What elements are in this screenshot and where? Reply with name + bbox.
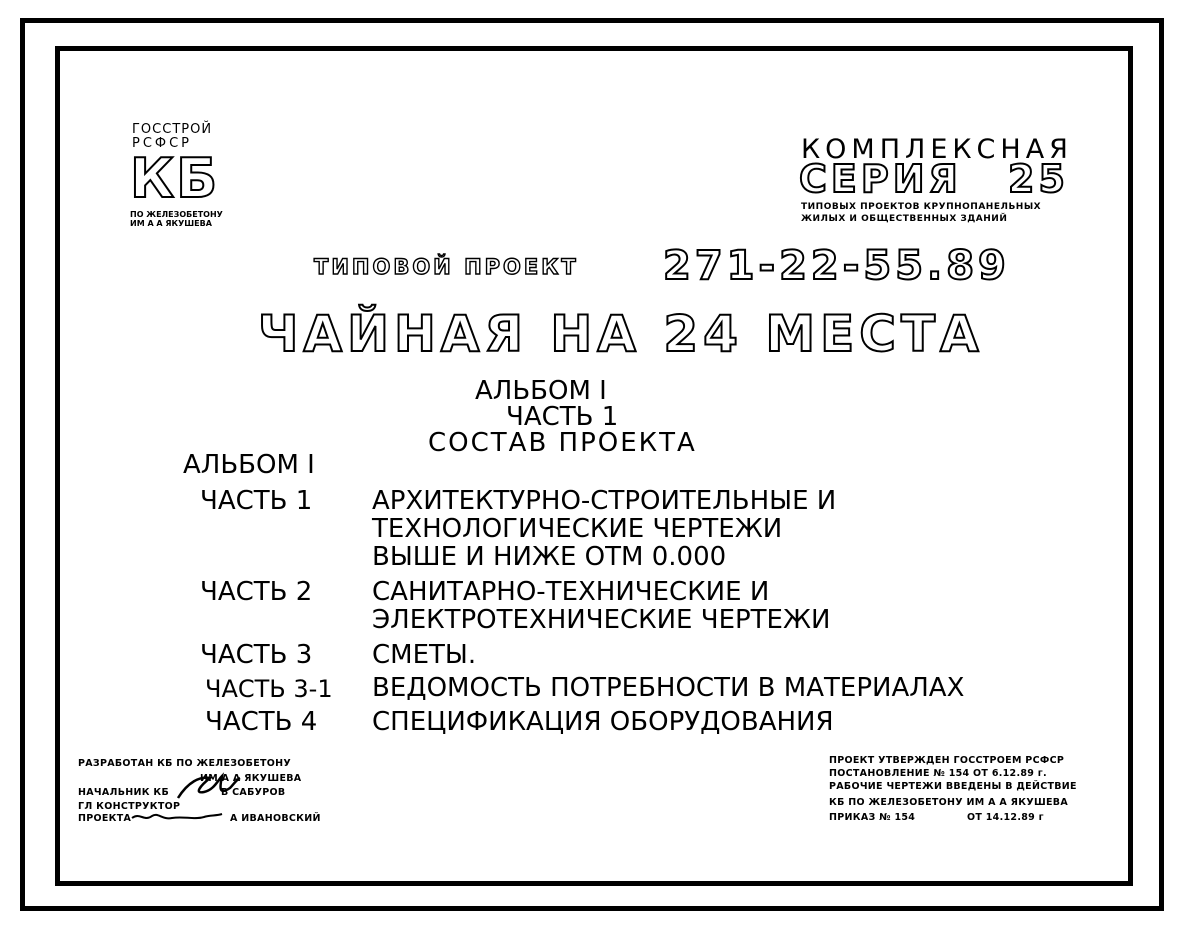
logo-org-line1: ГОССТРОЙ (132, 122, 213, 137)
logo-kb: КБ (130, 147, 220, 210)
part-line: АРХИТЕКТУРНО-СТРОИТЕЛЬНЫЕ И (372, 486, 837, 516)
header-album: АЛЬБОМ I (475, 376, 607, 406)
part-line: СМЕТЫ. (372, 640, 477, 670)
part-label: ЧАСТЬ 2 (200, 577, 313, 607)
signature-chief (170, 772, 250, 802)
logo-subtitle-line2: ИМ А А ЯКУШЕВА (130, 219, 212, 229)
part-line: САНИТАРНО-ТЕХНИЧЕСКИЕ И (372, 577, 770, 607)
approval-line: ПОСТАНОВЛЕНИЕ № 154 ОТ 6.12.89 г. (829, 768, 1047, 779)
header-part: ЧАСТЬ 1 (506, 402, 619, 432)
chief-name: В САБУРОВ (221, 787, 286, 798)
part-line: ВЕДОМОСТЬ ПОТРЕБНОСТИ В МАТЕРИАЛАХ (372, 673, 965, 703)
series-description (801, 201, 1041, 225)
designer-name: А ИВАНОВСКИЙ (230, 813, 321, 824)
part-line: ВЫШЕ И НИЖЕ ОТМ 0.000 (372, 542, 727, 572)
project-number: 271-22-55.89 (663, 243, 1010, 289)
order-date: ОТ 14.12.89 г (967, 812, 1044, 823)
project-title: ЧАЙНАЯ НА 24 МЕСТА (258, 305, 984, 363)
approval-line: РАБОЧИЕ ЧЕРТЕЖИ ВВЕДЕНЫ В ДЕЙСТВИЕ (829, 781, 1077, 792)
part-label: ЧАСТЬ 3 (200, 640, 313, 670)
signature-designer (128, 808, 224, 824)
logo-subtitle (130, 210, 223, 228)
part-label: ЧАСТЬ 4 (205, 707, 318, 737)
contents-album: АЛЬБОМ I (183, 450, 315, 480)
part-line: ЭЛЕКТРОТЕХНИЧЕСКИЕ ЧЕРТЕЖИ (372, 605, 831, 635)
approval-line: ПРОЕКТ УТВЕРЖДЕН ГОССТРОЕМ РСФСР (829, 755, 1065, 766)
developer-line: ИМ А А ЯКУШЕВА (200, 773, 302, 784)
designer-label: ГЛ КОНСТРУКТОР (78, 801, 181, 812)
series-name: СЕРИЯ (799, 157, 962, 201)
part-label: ЧАСТЬ 1 (200, 486, 313, 516)
approval-line: КБ ПО ЖЕЛЕЗОБЕТОНУ ИМ А А ЯКУШЕВА (829, 797, 1068, 808)
chief-label: НАЧАЛЬНИК КБ (78, 787, 170, 798)
part-line: ТЕХНОЛОГИЧЕСКИЕ ЧЕРТЕЖИ (372, 514, 783, 544)
developer-line: РАЗРАБОТАН КБ ПО ЖЕЛЕЗОБЕТОНУ (78, 758, 292, 769)
header-composition: СОСТАВ ПРОЕКТА (428, 428, 697, 458)
logo-org-line2: РСФСР (132, 135, 193, 151)
order-number: ПРИКАЗ № 154 (829, 812, 916, 823)
series-desc-line1: ТИПОВЫХ ПРОЕКТОВ КРУПНОПАНЕЛЬНЫХ (801, 202, 1042, 212)
series-label: КОМПЛЕКСНАЯ (801, 134, 1073, 165)
project-label: ТИПОВОЙ ПРОЕКТ (314, 255, 579, 279)
part-line: СПЕЦИФИКАЦИЯ ОБОРУДОВАНИЯ (372, 707, 834, 737)
part-label: ЧАСТЬ 3-1 (205, 675, 333, 703)
series-desc-line2: ЖИЛЫХ И ОБЩЕСТВЕННЫХ ЗДАНИЙ (801, 214, 1008, 225)
series-number: 25 (1008, 157, 1069, 201)
logo-subtitle-line1: ПО ЖЕЛЕЗОБЕТОНУ (130, 210, 223, 219)
designer-label-2: ПРОЕКТА (78, 813, 132, 824)
